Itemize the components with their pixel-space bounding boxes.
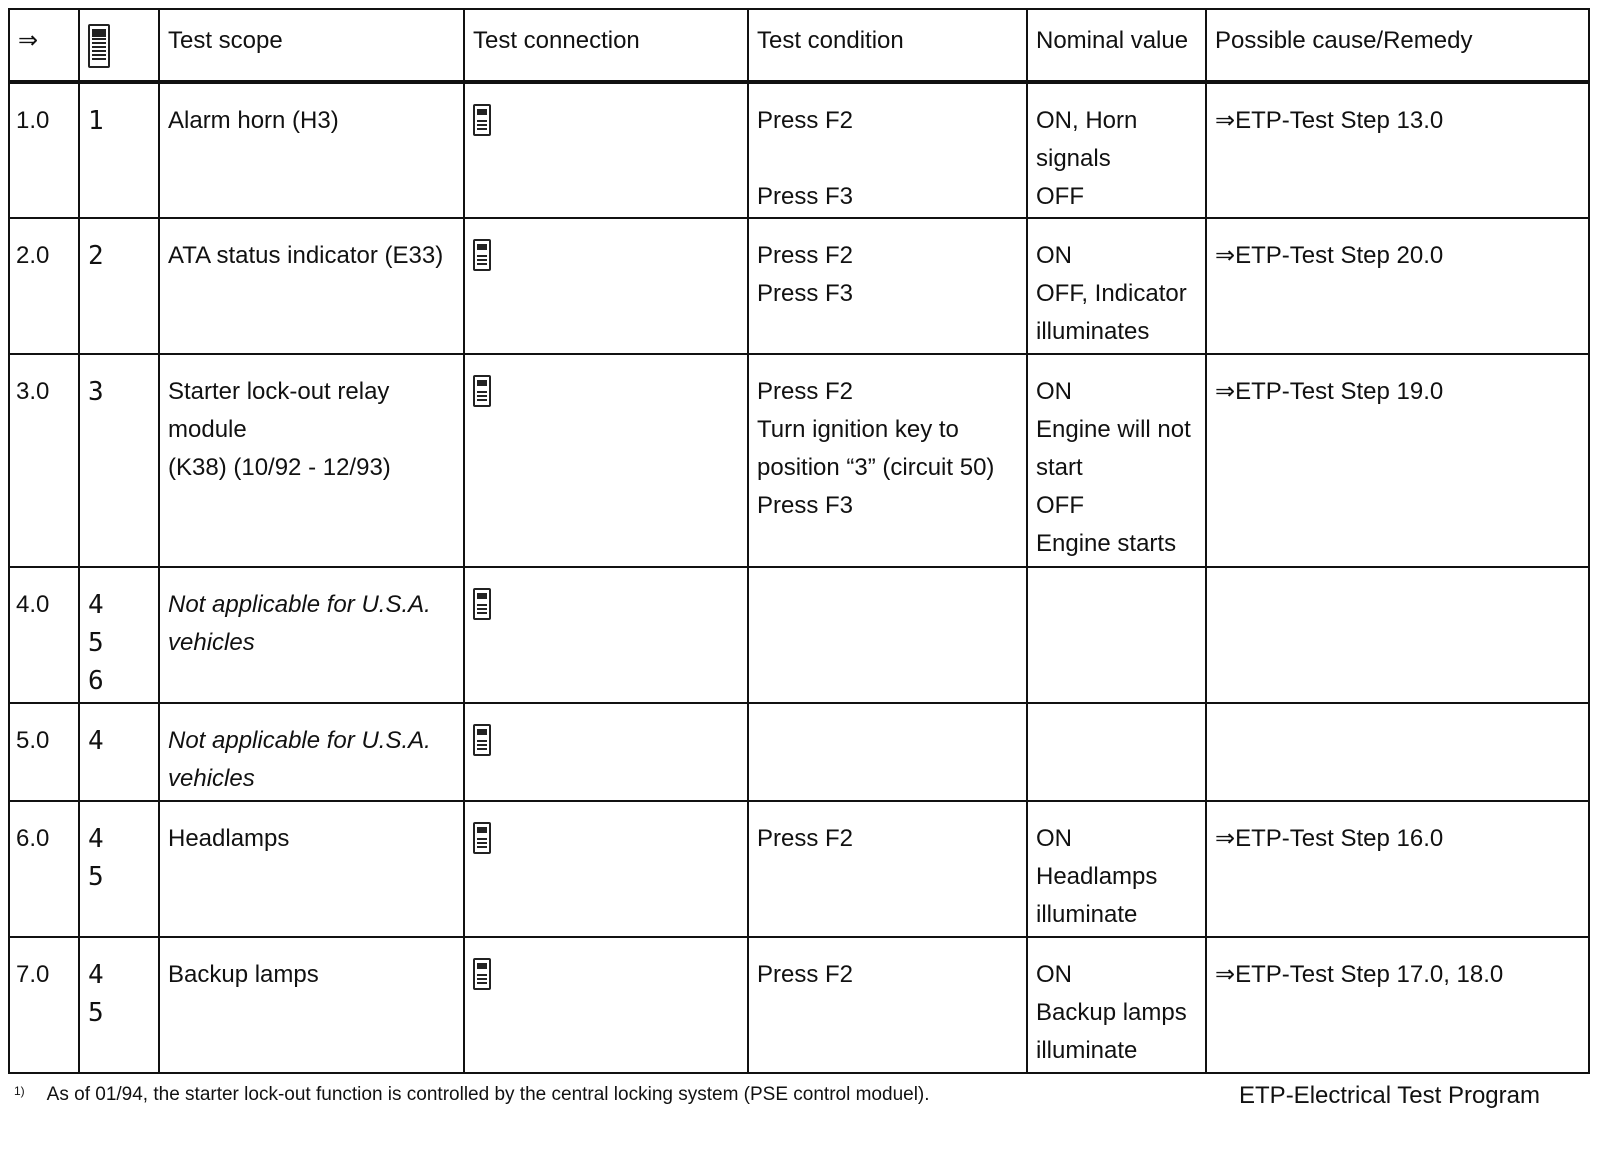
display-digit: 3	[88, 377, 104, 407]
display-digit: 2	[88, 241, 104, 271]
test-condition-line: Press F3	[757, 492, 854, 519]
remedy-link: ⇒ETP-Test Step 19.0	[1215, 378, 1444, 405]
table-row	[9, 354, 1589, 567]
page-footer	[8, 1082, 1588, 1122]
test-table	[8, 8, 1590, 1074]
test-condition	[748, 82, 1027, 218]
possible-cause	[1206, 703, 1589, 801]
tester-connection-icon	[473, 375, 491, 407]
test-scope-line: vehicles	[168, 629, 255, 656]
test-scope	[159, 354, 464, 567]
display-digit: 4	[88, 726, 104, 756]
possible-cause	[1206, 82, 1589, 218]
remedy-link: ⇒ETP-Test Step 16.0	[1215, 825, 1444, 852]
test-condition-line: Press F3	[757, 183, 854, 210]
test-scope	[159, 703, 464, 801]
header-test-scope: Test scope	[159, 9, 464, 82]
test-scope	[159, 937, 464, 1073]
test-condition-line: Press F2	[757, 378, 854, 405]
display-digit: 4	[88, 590, 104, 620]
footnote	[14, 1084, 930, 1106]
tester-connection-icon	[473, 958, 491, 990]
step-number: 5.0	[9, 703, 79, 801]
nominal-value-line: OFF	[1036, 492, 1084, 519]
display-digit: 4	[88, 824, 104, 854]
display-code	[79, 801, 159, 937]
nominal-value-line: ON	[1036, 242, 1072, 269]
header-display	[79, 9, 159, 82]
display-code	[79, 354, 159, 567]
test-scope-line: ATA status indicator (E33)	[168, 242, 444, 269]
tester-connection-icon	[473, 588, 491, 620]
test-condition	[748, 937, 1027, 1073]
nominal-value-line: illuminate	[1036, 901, 1138, 928]
test-condition-line: Press F2	[757, 242, 854, 269]
possible-cause	[1206, 354, 1589, 567]
header-test-condition: Test condition	[748, 9, 1027, 82]
nominal-value	[1027, 218, 1206, 354]
display-digit: 6	[88, 666, 104, 696]
test-scope-line: Backup lamps	[168, 961, 319, 988]
display-code	[79, 218, 159, 354]
nominal-value-line: ON, Horn	[1036, 107, 1138, 134]
nominal-value-line: signals	[1036, 145, 1111, 172]
step-number: 7.0	[9, 937, 79, 1073]
nominal-value	[1027, 703, 1206, 801]
nominal-value-line: Engine starts	[1036, 530, 1177, 557]
table-row	[9, 82, 1589, 218]
possible-cause	[1206, 801, 1589, 937]
test-connection	[464, 354, 748, 567]
test-condition-line: Press F2	[757, 107, 854, 134]
test-scope-line: Alarm horn (H3)	[168, 107, 339, 134]
table-row	[9, 937, 1589, 1073]
step-number: 3.0	[9, 354, 79, 567]
test-condition-line: position “3” (circuit 50)	[757, 454, 995, 481]
possible-cause	[1206, 567, 1589, 703]
table-row	[9, 703, 1589, 801]
nominal-value-line: Engine will not	[1036, 416, 1191, 443]
display-code	[79, 82, 159, 218]
step-number: 2.0	[9, 218, 79, 354]
header-nominal-value: Nominal value	[1027, 9, 1206, 82]
header-arrow: ⇒	[9, 9, 79, 82]
nominal-value-line: ON	[1036, 825, 1072, 852]
test-scope-line: vehicles	[168, 765, 255, 792]
program-name: ETP-Electrical Test Program	[1239, 1082, 1540, 1109]
possible-cause	[1206, 218, 1589, 354]
test-condition-line: Turn ignition key to	[757, 416, 959, 443]
nominal-value	[1027, 937, 1206, 1073]
test-connection	[464, 82, 748, 218]
tester-connection-icon	[473, 239, 491, 271]
test-scope-line: Not applicable for U.S.A.	[168, 591, 431, 618]
display-digit: 5	[88, 862, 104, 892]
footnote-text: As of 01/94, the starter lock-out function is controlled by the central locking system (PSE control moduel).	[46, 1084, 930, 1105]
test-connection	[464, 703, 748, 801]
test-table-sheet	[8, 8, 1588, 1074]
table-row	[9, 801, 1589, 937]
remedy-link: ⇒ETP-Test Step 13.0	[1215, 107, 1444, 134]
test-scope-line: Starter lock-out relay module	[168, 378, 390, 443]
display-digit: 5	[88, 998, 104, 1028]
nominal-value	[1027, 801, 1206, 937]
tester-connection-icon	[473, 822, 491, 854]
display-digit: 1	[88, 106, 104, 136]
test-condition-line: Press F2	[757, 825, 854, 852]
test-connection	[464, 218, 748, 354]
display-digit: 5	[88, 628, 104, 658]
nominal-value-line: illuminates	[1036, 318, 1150, 345]
test-condition-line	[757, 140, 1018, 178]
test-scope-line: Headlamps	[168, 825, 290, 852]
nominal-value-line: start	[1036, 454, 1083, 481]
tester-connection-icon	[473, 724, 491, 756]
display-code	[79, 937, 159, 1073]
nominal-value-line: illuminate	[1036, 1037, 1138, 1064]
nominal-value	[1027, 354, 1206, 567]
test-condition-line: Press F2	[757, 961, 854, 988]
display-code	[79, 703, 159, 801]
nominal-value-line: ON	[1036, 378, 1072, 405]
table-header-row	[9, 9, 1589, 82]
test-scope-line: Not applicable for U.S.A.	[168, 727, 431, 754]
table-row	[9, 218, 1589, 354]
tester-display-icon	[88, 24, 110, 68]
remedy-link: ⇒ETP-Test Step 20.0	[1215, 242, 1444, 269]
header-possible-cause: Possible cause/Remedy	[1206, 9, 1589, 82]
nominal-value	[1027, 567, 1206, 703]
footnote-marker: 1)	[14, 1084, 25, 1098]
test-condition	[748, 218, 1027, 354]
nominal-value-line: Headlamps	[1036, 863, 1158, 890]
test-condition	[748, 801, 1027, 937]
tester-connection-icon	[473, 104, 491, 136]
nominal-value-line: OFF	[1036, 183, 1084, 210]
nominal-value	[1027, 82, 1206, 218]
remedy-link: ⇒ETP-Test Step 17.0, 18.0	[1215, 961, 1504, 988]
test-scope	[159, 218, 464, 354]
test-scope	[159, 567, 464, 703]
display-digit: 4	[88, 960, 104, 990]
display-code	[79, 567, 159, 703]
step-number: 1.0	[9, 82, 79, 218]
test-connection	[464, 567, 748, 703]
nominal-value-line: ON	[1036, 961, 1072, 988]
step-number: 4.0	[9, 567, 79, 703]
test-connection	[464, 937, 748, 1073]
step-number: 6.0	[9, 801, 79, 937]
header-test-connection: Test connection	[464, 9, 748, 82]
test-condition	[748, 703, 1027, 801]
test-connection	[464, 801, 748, 937]
table-row	[9, 567, 1589, 703]
test-scope	[159, 82, 464, 218]
test-condition-line: Press F3	[757, 280, 854, 307]
test-condition	[748, 354, 1027, 567]
nominal-value-line: Backup lamps	[1036, 999, 1187, 1026]
table-body	[9, 82, 1589, 1073]
test-scope-line: (K38) (10/92 - 12/93)	[168, 454, 391, 481]
test-condition	[748, 567, 1027, 703]
nominal-value-line: OFF, Indicator	[1036, 280, 1187, 307]
possible-cause	[1206, 937, 1589, 1073]
test-scope	[159, 801, 464, 937]
